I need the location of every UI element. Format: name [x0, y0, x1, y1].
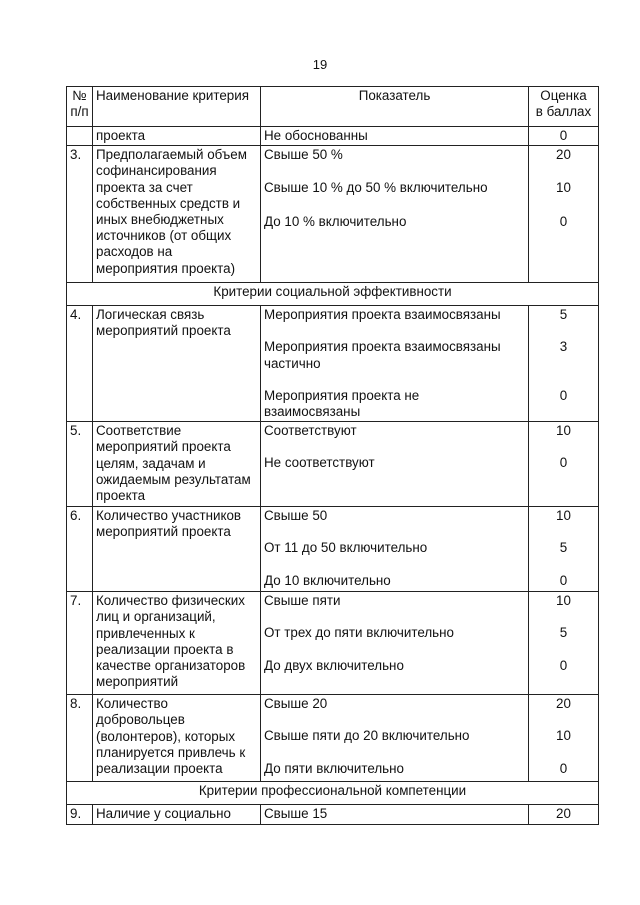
criterion-name-line: планируется привлечь к — [96, 744, 246, 760]
criterion-name-line: Количество физических — [96, 593, 245, 609]
score — [529, 695, 599, 782]
section-row — [67, 782, 599, 805]
criterion-name-line: привлеченных к — [96, 625, 195, 641]
criterion-name-line: собственных средств и — [96, 195, 241, 211]
score — [529, 127, 599, 146]
score-item: 0 — [559, 455, 568, 471]
indicator-line: взаимосвязаны — [264, 404, 361, 420]
criterion-name — [93, 422, 261, 507]
criterion-name-line: качестве организаторов — [96, 658, 246, 674]
indicator — [261, 507, 529, 592]
indicator-item — [264, 388, 525, 420]
header-score-line: в баллах — [535, 104, 592, 120]
criterion-name — [93, 805, 261, 825]
score-item: 5 — [559, 625, 568, 641]
criterion-name-line: ожидаемым результатам — [96, 471, 251, 487]
score-item: 5 — [559, 307, 568, 323]
indicator-line: Мероприятия проекта взаимосвязаны — [264, 339, 501, 355]
table-row — [67, 422, 599, 507]
criterion-name-line: источников (от общих — [96, 228, 232, 244]
criteria-table — [66, 86, 599, 825]
criterion-name-line: целям, задачам и — [96, 455, 206, 471]
row-number: 3. — [67, 146, 93, 283]
indicator-item: До 10 включительно — [264, 572, 391, 588]
criterion-name-line: Количество участников — [96, 508, 242, 524]
header-indicator: Показатель — [261, 87, 529, 127]
criterion-name-line: мероприятий — [96, 674, 179, 690]
indicator-item: До 10 % включительно — [264, 213, 407, 229]
table-row — [67, 146, 599, 283]
table-row — [67, 805, 599, 825]
indicator-item: Свыше 50 % — [264, 147, 343, 163]
criterion-name-line: иных внебюджетных — [96, 212, 224, 228]
criterion-name-line: реализации проекта в — [96, 641, 234, 657]
indicator-item: Свыше 20 — [264, 696, 328, 712]
criterion-name-line: мероприятий проекта — [96, 439, 231, 455]
row-number: 8. — [67, 695, 93, 782]
score-item: 0 — [559, 760, 568, 776]
criterion-name-line: Наличие у социально — [96, 806, 231, 822]
score-item: 10 — [556, 593, 571, 609]
score — [529, 146, 599, 283]
indicator-item: От 11 до 50 включительно — [264, 540, 428, 556]
row-number: 9. — [67, 805, 93, 825]
row-number: 4. — [67, 306, 93, 422]
criterion-name-line: мероприятий проекта — [96, 524, 231, 540]
indicator-item: Свыше пяти — [264, 593, 341, 609]
table-row — [67, 127, 599, 146]
indicator-line: частично — [264, 355, 321, 371]
score — [529, 422, 599, 507]
criterion-name-line: реализации проекта — [96, 761, 223, 777]
table-row — [67, 507, 599, 592]
table-row — [67, 695, 599, 782]
indicator — [261, 695, 529, 782]
criterion-name — [93, 306, 261, 422]
criterion-name-line: софинансирования — [96, 163, 217, 179]
indicator — [261, 127, 529, 146]
criterion-name-line: Количество — [96, 696, 168, 712]
score-item: 20 — [556, 147, 571, 163]
header-score — [529, 87, 599, 127]
header-number — [67, 87, 93, 127]
indicator-item: Не соответствуют — [264, 455, 375, 471]
indicator — [261, 805, 529, 825]
criterion-name-line: Предполагаемый объем — [96, 147, 247, 163]
indicator — [261, 422, 529, 507]
table-row — [67, 592, 599, 695]
score — [529, 306, 599, 422]
header-score-line: Оценка — [540, 88, 587, 103]
indicator-line: Мероприятия проекта взаимосвязаны — [264, 307, 501, 323]
indicator-line: Мероприятия проекта не — [264, 387, 420, 403]
criterion-name-line: проекта — [96, 488, 146, 504]
criterion-name-line: Соответствие — [96, 423, 182, 439]
score-item: 0 — [559, 387, 568, 403]
score-item: 0 — [559, 572, 568, 588]
indicator-item: Свыше 10 % до 50 % включительно — [264, 180, 488, 196]
indicator-item — [264, 339, 525, 371]
score-item: 0 — [559, 657, 568, 673]
score — [529, 805, 599, 825]
criterion-name — [93, 695, 261, 782]
score-item: 10 — [556, 728, 571, 744]
indicator — [261, 146, 529, 283]
section-title-professional: Критерии профессиональной компетенции — [67, 782, 599, 805]
indicator-item: Свыше 50 — [264, 508, 328, 524]
section-row — [67, 283, 599, 306]
criterion-name — [93, 507, 261, 592]
indicator — [261, 592, 529, 695]
indicator-item: Свыше пяти до 20 включительно — [264, 728, 470, 744]
criterion-name-line: добровольцев — [96, 712, 185, 728]
score-item: 20 — [556, 696, 571, 712]
row-number: 6. — [67, 507, 93, 592]
section-title-social: Критерии социальной эффективности — [67, 283, 599, 306]
indicator-item: Соответствуют — [264, 423, 357, 439]
header-number-line: № — [72, 88, 87, 103]
row-number: 7. — [67, 592, 93, 695]
indicator-item — [264, 307, 525, 323]
score-item: 10 — [556, 180, 571, 196]
indicator-item: Не обоснованны — [264, 128, 368, 143]
table-row — [67, 306, 599, 422]
criterion-name — [93, 146, 261, 283]
criterion-name — [93, 592, 261, 695]
criterion-name-line: Логическая связь — [96, 307, 205, 323]
score-item: 20 — [556, 806, 571, 822]
criterion-name-line: лиц и организаций, — [96, 609, 216, 625]
criterion-name-line: мероприятия проекта) — [96, 260, 236, 276]
page-number: 19 — [312, 57, 328, 72]
criterion-name-line: проекта за счет — [96, 179, 193, 195]
score — [529, 592, 599, 695]
score-item: 0 — [559, 128, 568, 143]
score-item: 10 — [556, 423, 571, 439]
indicator-item: До пяти включительно — [264, 760, 404, 776]
score — [529, 507, 599, 592]
indicator-item: Свыше 15 — [264, 806, 328, 822]
criterion-name-line: расходов на — [96, 244, 173, 260]
indicator — [261, 306, 529, 422]
table-header-row — [67, 87, 599, 127]
score-item: 0 — [559, 213, 568, 229]
row-number: 5. — [67, 422, 93, 507]
criterion-name-line: мероприятий проекта — [96, 323, 231, 339]
header-criterion-name: Наименование критерия — [93, 87, 261, 127]
score-item: 10 — [556, 508, 571, 524]
score-item: 5 — [559, 540, 568, 556]
score-item: 3 — [559, 339, 568, 355]
row-number — [67, 127, 93, 146]
indicator-item: До двух включительно — [264, 657, 404, 673]
criterion-name-line: (волонтеров), которых — [96, 728, 236, 744]
criterion-name: проекта — [93, 127, 261, 146]
header-number-line: п/п — [70, 104, 89, 120]
indicator-item: От трех до пяти включительно — [264, 625, 454, 641]
